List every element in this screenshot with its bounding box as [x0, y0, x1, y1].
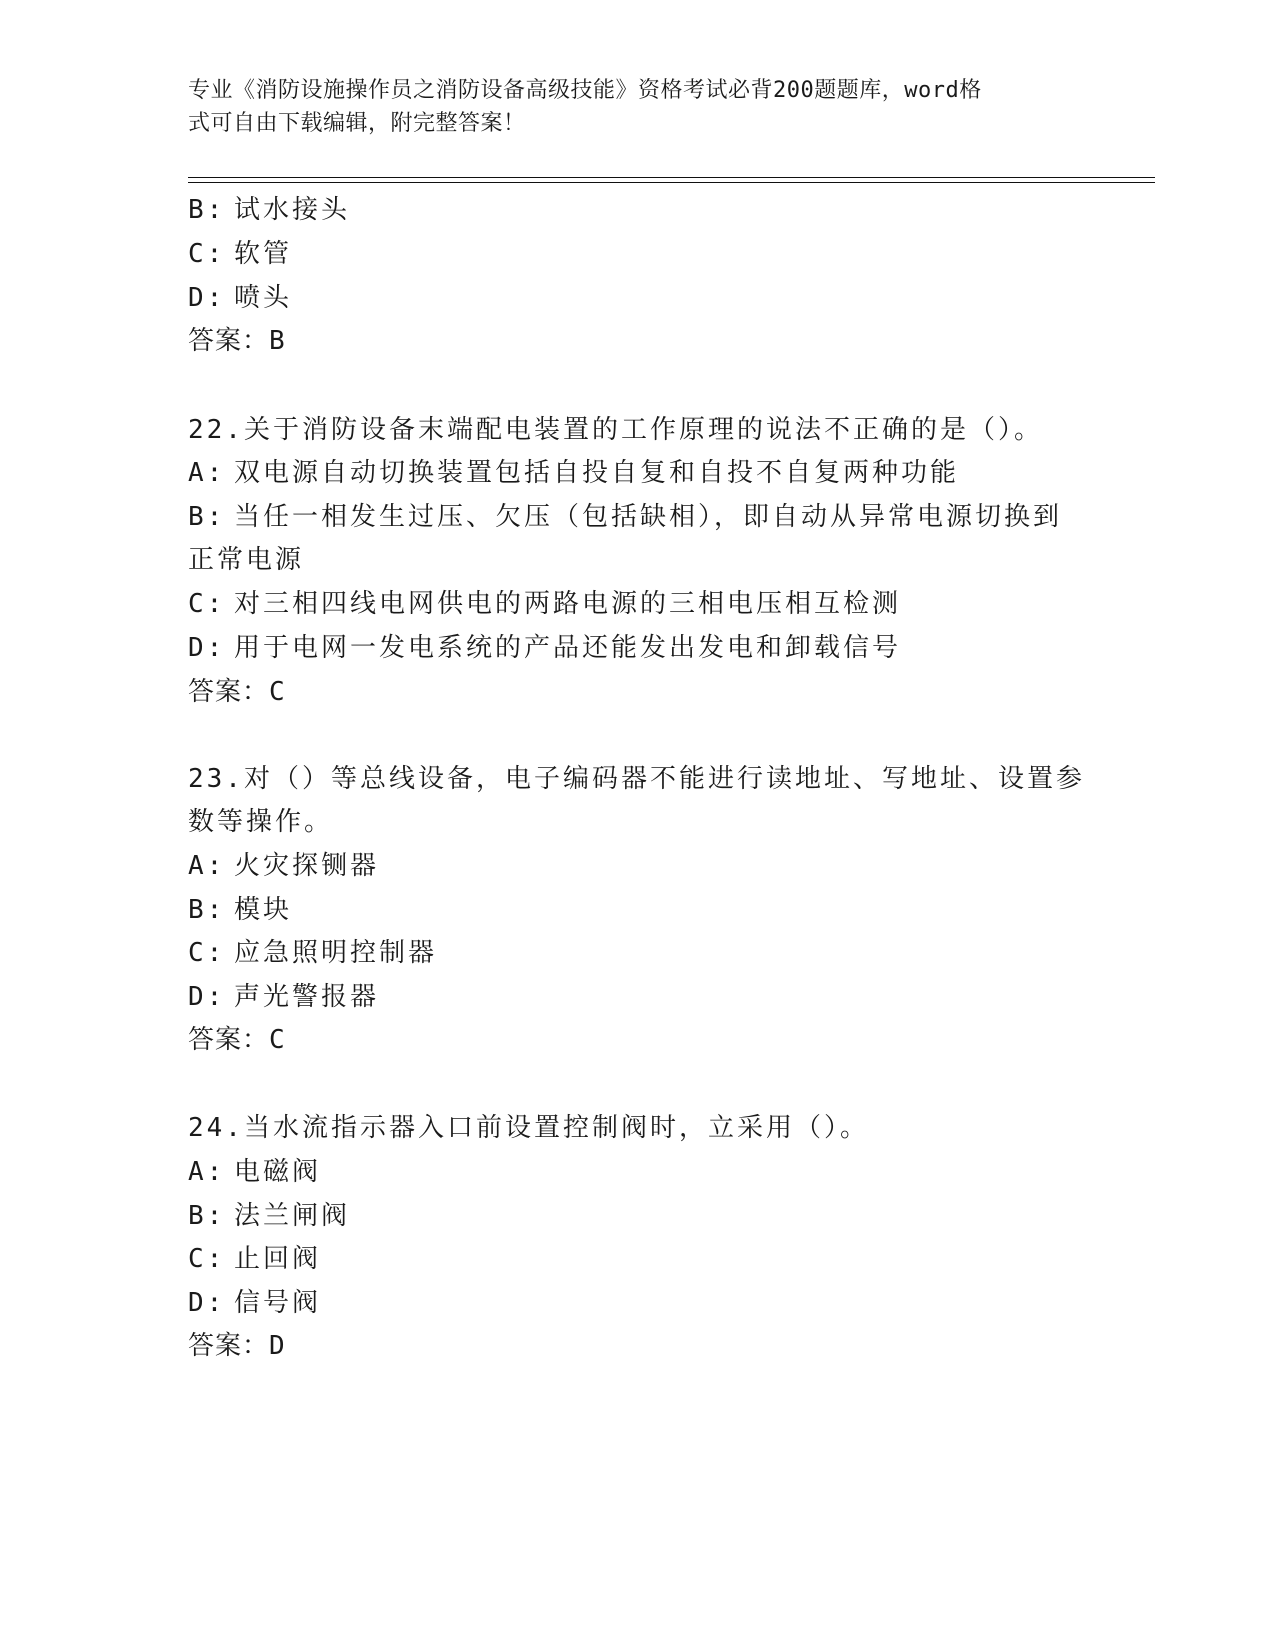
q24-option-a [188, 1155, 321, 1189]
q22-option-a [188, 456, 959, 490]
q22-option-c [188, 587, 901, 621]
header-rule-bottom [188, 182, 1155, 183]
option-text: 应急照明控制器 [234, 938, 438, 968]
q24-question: 24.当水流指示器入口前设置控制阀时，立采用（）。 [188, 1113, 869, 1143]
q22-answer: 答案：C [188, 677, 286, 707]
header-rule-top [188, 177, 1155, 178]
option-label: B: [188, 502, 226, 532]
q22-option-b-continued: 正常电源 [188, 545, 305, 575]
q24-option-b [188, 1199, 350, 1233]
option-text: 用于电网一发电系统的产品还能发出发电和卸载信号 [234, 633, 902, 663]
q21-option-b [188, 193, 350, 227]
option-text: 喷头 [234, 283, 293, 313]
option-label: D: [188, 283, 226, 313]
option-label: D: [188, 982, 226, 1012]
option-label: C: [188, 938, 226, 968]
q23-option-c [188, 936, 437, 970]
option-text: 声光警报器 [234, 982, 380, 1012]
q23-answer: 答案：C [188, 1025, 286, 1055]
option-label: C: [188, 239, 226, 269]
option-text: 对三相四线电网供电的两路电源的三相电压相互检测 [234, 589, 902, 619]
option-label: D: [188, 633, 226, 663]
q24-option-d [188, 1286, 321, 1320]
option-label: C: [188, 589, 226, 619]
option-text: 火灾探铡器 [234, 851, 380, 881]
option-text: 软管 [234, 239, 293, 269]
q21-answer: 答案：B [188, 326, 286, 356]
q23-option-d [188, 980, 379, 1014]
option-text: 法兰闸阀 [234, 1201, 351, 1231]
option-label: A: [188, 851, 226, 881]
q21-option-c [188, 237, 292, 271]
q22-option-d [188, 631, 901, 665]
option-text: 止回阀 [234, 1244, 322, 1274]
document-header [188, 74, 1068, 140]
option-text: 电磁阀 [234, 1157, 322, 1187]
option-text: 当任一相发生过压、欠压（包括缺相），即自动从异常电源切换到 [234, 502, 1063, 532]
q23-question-continued: 数等操作。 [188, 807, 334, 837]
option-text: 模块 [234, 895, 293, 925]
q22-option-b [188, 500, 1062, 534]
q22-question: 22.关于消防设备末端配电装置的工作原理的说法不正确的是（）。 [188, 415, 1043, 445]
q24-option-c [188, 1242, 321, 1276]
option-label: B: [188, 195, 226, 225]
q24-answer: 答案：D [188, 1331, 286, 1361]
option-text: 试水接头 [234, 195, 351, 225]
q23-option-a [188, 849, 379, 883]
option-label: D: [188, 1288, 226, 1318]
q23-option-b [188, 893, 292, 927]
option-label: A: [188, 458, 226, 488]
q23-question: 23.对（）等总线设备，电子编码器不能进行读地址、写地址、设置参 [188, 764, 1085, 794]
option-label: B: [188, 895, 226, 925]
option-text: 双电源自动切换装置包括自投自复和自投不自复两种功能 [234, 458, 960, 488]
header-line-1: 专业《消防设施操作员之消防设备高级技能》资格考试必背200题题库，word格 [188, 78, 982, 103]
header-line-2: 式可自由下载编辑，附完整答案！ [188, 111, 526, 136]
q21-option-d [188, 281, 292, 315]
option-label: A: [188, 1157, 226, 1187]
option-text: 信号阀 [234, 1288, 322, 1318]
option-label: B: [188, 1201, 226, 1231]
option-label: C: [188, 1244, 226, 1274]
